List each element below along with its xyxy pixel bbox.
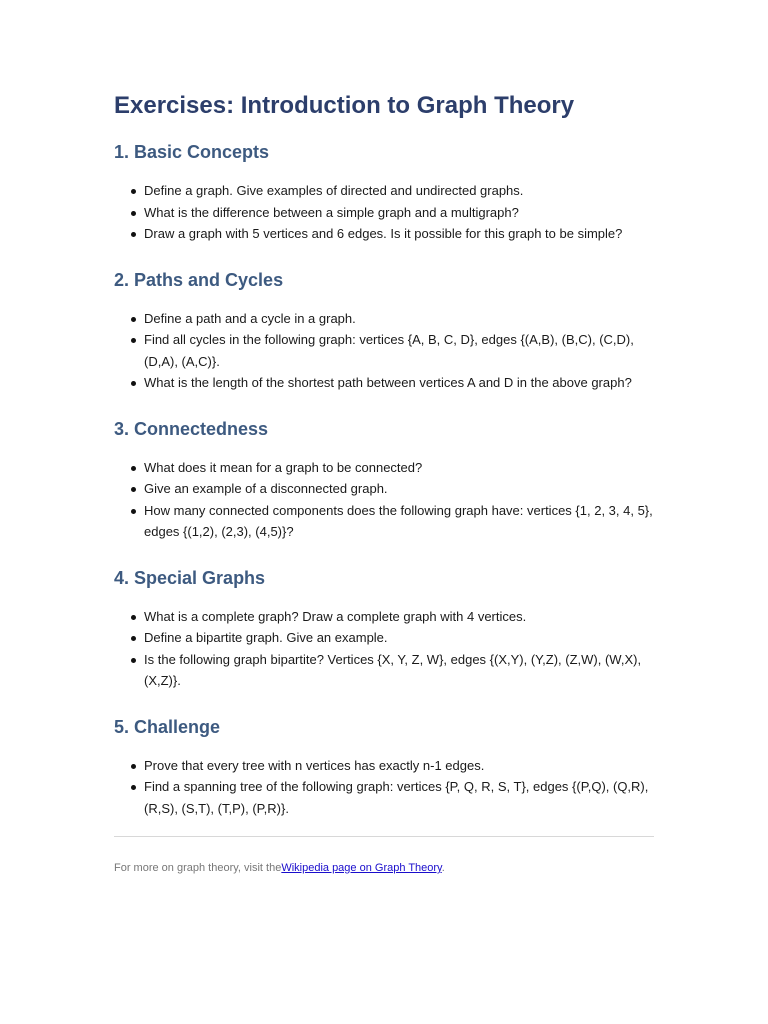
section-heading-special-graphs: 4. Special Graphs — [114, 567, 266, 588]
exercise-list-connectedness — [114, 457, 654, 543]
exercise-item: Prove that every tree with n vertices has exactly n-1 edges. — [144, 755, 654, 777]
document-page — [114, 88, 654, 875]
exercise-item: How many connected components does the following graph have: vertices {1, 2, 3, 4, 5}, edges {(1,2), (2,3), (4,5)}? — [144, 500, 654, 543]
exercise-item: Find a spanning tree of the following graph: vertices {P, Q, R, S, T}, edges {(P,Q), (Q,R), (R,S), (S,T), (T,P), (P,R)}. — [144, 776, 654, 819]
exercise-item: Find all cycles in the following graph: vertices {A, B, C, D}, edges {(A,B), (B,C), (C,D), (D,A), (A,C)}. — [144, 329, 654, 372]
exercise-list-basic-concepts — [114, 180, 654, 245]
page-title: Exercises: Introduction to Graph Theory — [114, 92, 575, 119]
footer-note — [114, 861, 654, 875]
exercise-item: What is the length of the shortest path between vertices A and D in the above graph? — [144, 372, 654, 394]
exercise-item: Is the following graph bipartite? Vertices {X, Y, Z, W}, edges {(X,Y), (Y,Z), (Z,W), (W,X), (X,Z)}. — [144, 649, 654, 692]
exercise-item: Define a bipartite graph. Give an example. — [144, 627, 654, 649]
footer-text: For more on graph theory, visit the — [114, 862, 282, 874]
section-heading-challenge: 5. Challenge — [114, 716, 221, 737]
exercise-item: Define a graph. Give examples of directed and undirected graphs. — [144, 180, 654, 202]
exercise-item: What is a complete graph? Draw a complete graph with 4 vertices. — [144, 606, 654, 628]
footer-divider — [114, 836, 654, 837]
section-heading-basic-concepts: 1. Basic Concepts — [114, 142, 270, 162]
exercise-list-challenge — [114, 755, 654, 820]
footer-end: . — [441, 862, 445, 874]
exercise-item: Define a path and a cycle in a graph. — [144, 308, 654, 330]
exercise-list-paths-and-cycles — [114, 308, 654, 394]
section-heading-connectedness: 3. Connectedness — [114, 418, 269, 439]
exercise-item: Draw a graph with 5 vertices and 6 edges. Is it possible for this graph to be simple? — [144, 223, 654, 245]
exercise-item: Give an example of a disconnected graph. — [144, 478, 654, 500]
exercise-item: What is the difference between a simple graph and a multigraph? — [144, 202, 654, 224]
exercise-item: What does it mean for a graph to be connected? — [144, 457, 654, 479]
wikipedia-graph-theory-link[interactable]: Wikipedia page on Graph Theory — [281, 862, 442, 874]
section-heading-paths-and-cycles: 2. Paths and Cycles — [114, 269, 284, 290]
exercise-list-special-graphs — [114, 606, 654, 692]
